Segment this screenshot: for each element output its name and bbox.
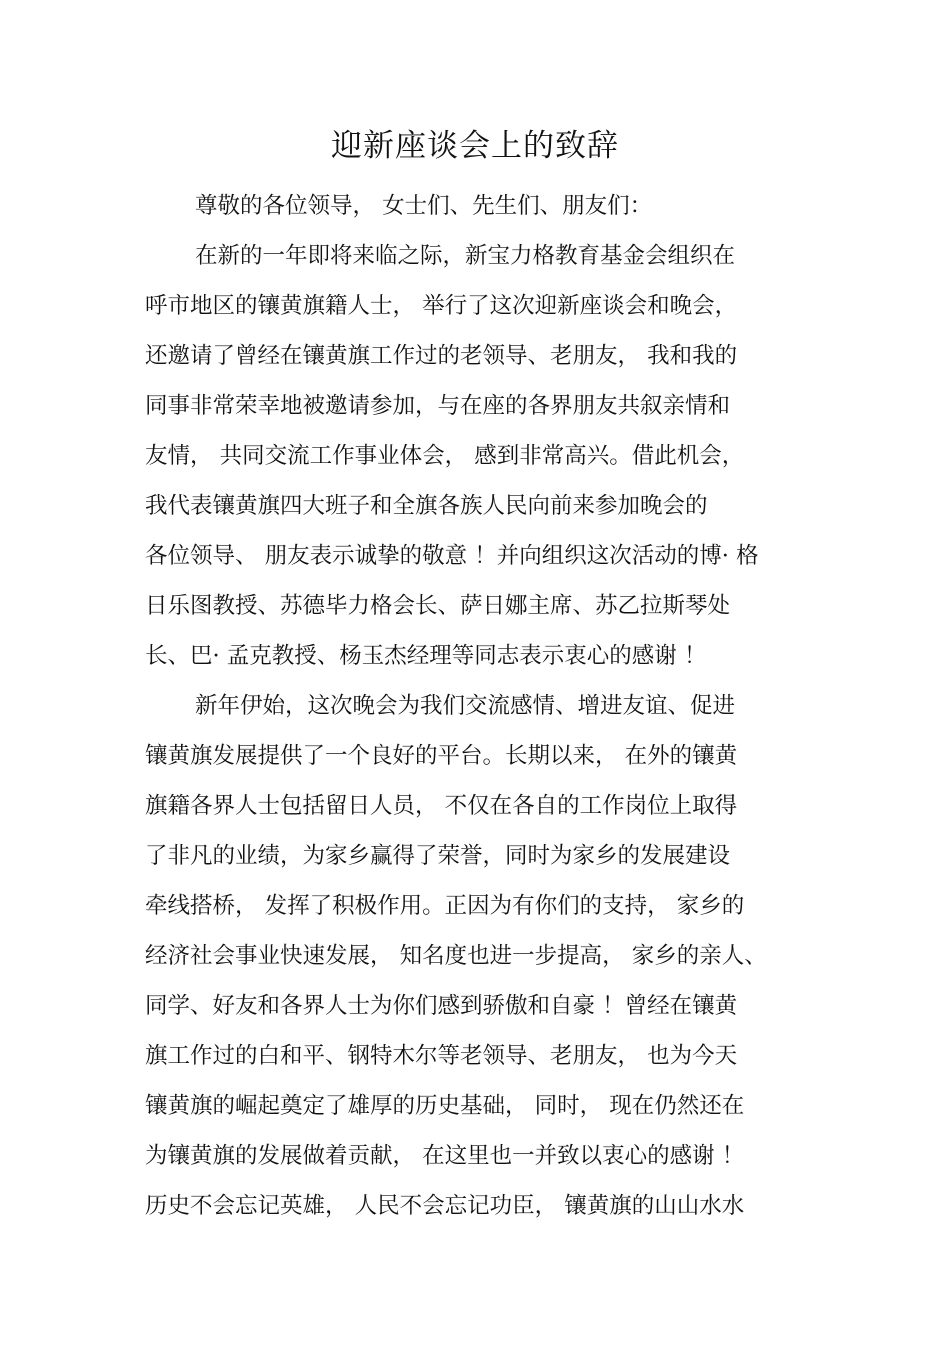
text-line: 为镶黄旗的发展做着贡献， 在这里也一并致以衷心的感谢 ！: [145, 1143, 745, 1169]
text-line: 新年伊始，这次晚会为我们交流感情、增进友谊、促进: [195, 693, 736, 719]
text-line: 日乐图教授、苏德毕力格会长、萨日娜主席、苏乙拉斯琴处: [145, 593, 731, 619]
text-line: 长、巴· 孟克教授、杨玉杰经理等同志表示衷心的感谢 ！: [145, 643, 707, 669]
document-title: 迎新座谈会上的致辞: [331, 128, 619, 164]
text-line: 在新的一年即将来临之际，新宝力格教育基金会组织在: [195, 243, 736, 269]
text-line: 呼市地区的镶黄旗籍人士， 举行了这次迎新座谈会和晚会，: [145, 293, 738, 319]
text-line: 经济社会事业快速发展， 知名度也进一步提高， 家乡的亲人、: [145, 943, 767, 969]
text-line: 友情， 共同交流工作事业体会， 感到非常高兴。借此机会，: [145, 443, 745, 469]
text-line: 我代表镶黄旗四大班子和全旗各族人民向前来参加晚会的: [145, 493, 708, 519]
text-line: 旗籍各界人士包括留日人员， 不仅在各自的工作岗位上取得: [145, 793, 738, 819]
text-line: 同学、好友和各界人士为你们感到骄傲和自豪 ！曾经在镶黄: [145, 993, 738, 1019]
text-line: 同事非常荣幸地被邀请参加，与在座的各界朋友共叙亲情和: [145, 393, 731, 419]
text-line: 各位领导、 朋友表示诚挚的敬意 ！并向组织这次活动的博· 格: [145, 543, 759, 569]
text-line: 了非凡的业绩，为家乡赢得了荣誉，同时为家乡的发展建设: [145, 843, 731, 869]
document-body: [145, 187, 835, 1237]
text-line: 历史不会忘记英雄， 人民不会忘记功臣， 镶黄旗的山山水水: [145, 1193, 745, 1219]
text-line: 镶黄旗的崛起奠定了雄厚的历史基础， 同时， 现在仍然还在: [145, 1093, 745, 1119]
text-line: 镶黄旗发展提供了一个良好的平台。长期以来， 在外的镶黄: [145, 743, 738, 769]
text-line: 还邀请了曾经在镶黄旗工作过的老领导、老朋友， 我和我的: [145, 343, 738, 369]
text-line: 尊敬的各位领导， 女士们、先生们、朋友们：: [195, 193, 653, 219]
text-line: 旗工作过的白和平、钢特木尔等老领导、老朋友， 也为今天: [145, 1043, 738, 1069]
text-line: 牵线搭桥， 发挥了积极作用。正因为有你们的支持， 家乡的: [145, 893, 745, 919]
